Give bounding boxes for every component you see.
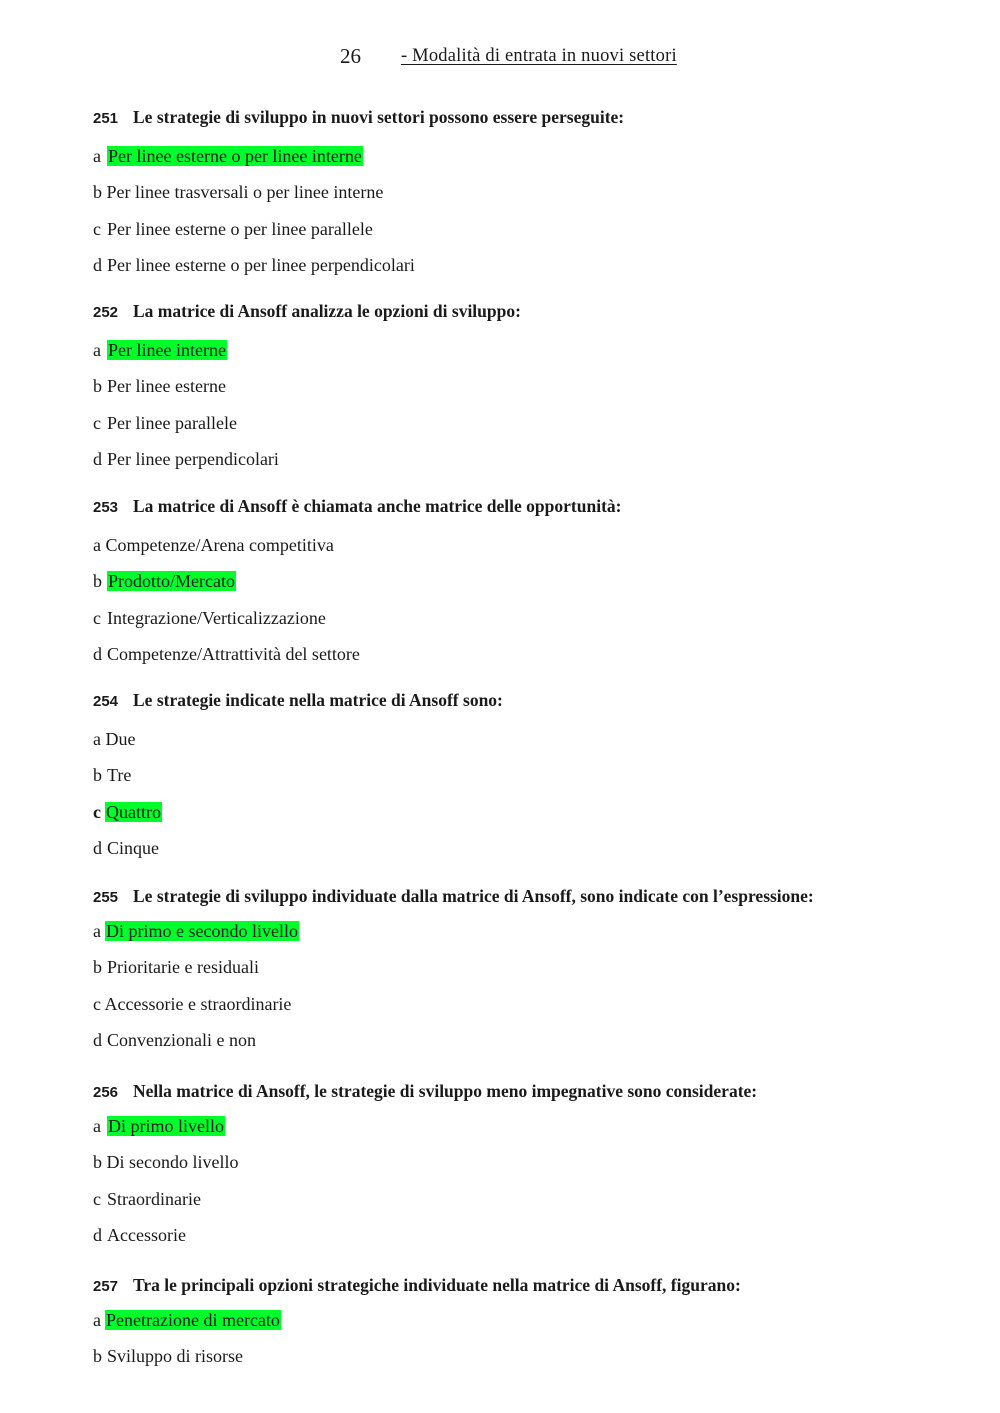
answer-text: Per linee perpendicolari: [107, 448, 279, 469]
answer-letter: b: [93, 571, 102, 592]
answer-letter: b: [93, 182, 102, 203]
answer-text: Competenze/Arena competitiva: [105, 535, 334, 555]
question-heading: [93, 1274, 973, 1296]
answer-text-correct: Prodotto/Mercato: [108, 571, 235, 592]
answer-option[interactable]: [93, 798, 973, 834]
answer-text-correct: Di primo livello: [108, 1116, 224, 1136]
answer-text: Prioritarie e residuali: [107, 957, 259, 978]
answer-option[interactable]: [93, 1026, 973, 1062]
answer-option[interactable]: [93, 761, 973, 797]
answer-option[interactable]: [93, 409, 973, 445]
answer-option[interactable]: [93, 604, 973, 640]
question-text: Nella matrice di Ansoff, le strategie di sviluppo meno impegnative sono considerate:: [133, 1081, 758, 1101]
answer-text: Per linee trasversali o per linee interne: [106, 182, 384, 203]
answer-text: Straordinarie: [107, 1188, 201, 1209]
question-text: Tra le principali opzioni strategiche individuate nella matrice di Ansoff, figurano:: [133, 1275, 741, 1295]
answer-option[interactable]: [93, 1221, 973, 1257]
answer-letter: c: [93, 1188, 101, 1209]
answer-letter: a: [93, 921, 101, 941]
answer-letter: b: [93, 1346, 102, 1367]
answer-text: Di secondo livello: [106, 1152, 239, 1173]
answer-text-correct: Per linee interne: [108, 340, 226, 360]
answer-option[interactable]: [93, 640, 973, 676]
answer-text: Cinque: [107, 837, 159, 858]
answer-letter: c: [93, 993, 101, 1014]
answer-letter: a: [93, 146, 101, 166]
answer-text-correct: Penetrazione di mercato: [106, 1310, 280, 1330]
answer-letter: d: [93, 1224, 102, 1245]
answer-option[interactable]: [93, 567, 973, 603]
question-text: Le strategie di sviluppo in nuovi settori possono essere perseguite:: [133, 107, 625, 127]
answer-text: Competenze/Attrattività del settore: [107, 643, 360, 664]
question-257: [93, 1274, 973, 1379]
question-255: [93, 885, 973, 1062]
answer-text: Due: [105, 729, 136, 749]
answer-option[interactable]: [93, 142, 973, 178]
question-254: [93, 689, 973, 870]
answer-option[interactable]: [93, 531, 973, 567]
answer-letter: d: [93, 837, 102, 858]
answer-text: Integrazione/Verticalizzazione: [107, 607, 326, 628]
answer-letter: c: [93, 607, 101, 628]
answer-letter: b: [93, 1152, 102, 1173]
answer-text: Per linee esterne: [107, 376, 226, 397]
question-text: La matrice di Ansoff è chiamata anche matrice delle opportunità:: [133, 496, 622, 516]
question-number: 253: [93, 499, 119, 516]
question-heading: [93, 300, 973, 322]
answer-letter: d: [93, 1029, 102, 1050]
answer-text: Accessorie e straordinarie: [104, 993, 292, 1014]
question-text: Le strategie indicate nella matrice di Ansoff sono:: [133, 690, 503, 710]
answer-option[interactable]: [93, 990, 973, 1026]
answer-letter: b: [93, 376, 102, 397]
answer-option[interactable]: [93, 725, 973, 761]
answer-option[interactable]: [93, 1306, 973, 1342]
answer-letter: a: [93, 729, 101, 749]
question-heading: [93, 106, 973, 128]
question-heading: [93, 495, 973, 517]
question-number: 252: [93, 304, 119, 321]
answer-option[interactable]: [93, 1148, 973, 1184]
answer-letter: a: [93, 535, 101, 555]
question-256: [93, 1080, 973, 1257]
question-number: 251: [93, 110, 119, 127]
answer-option[interactable]: [93, 953, 973, 989]
answer-text-correct: Per linee esterne o per linee interne: [108, 146, 362, 166]
question-heading: [93, 1080, 973, 1102]
answer-text-correct: Quattro: [106, 801, 161, 822]
answer-letter: b: [93, 765, 102, 786]
answer-text: Sviluppo di risorse: [107, 1346, 244, 1367]
question-text: La matrice di Ansoff analizza le opzioni di sviluppo:: [133, 301, 521, 321]
answer-text: Per linee esterne o per linee perpendicolari: [107, 254, 415, 275]
answer-letter: c: [93, 412, 101, 433]
answer-option[interactable]: [93, 1342, 973, 1378]
question-number: 257: [93, 1278, 119, 1295]
answer-letter: d: [93, 254, 102, 275]
answer-letter: c: [93, 218, 101, 239]
answer-option[interactable]: [93, 336, 973, 372]
answer-letter: a: [93, 340, 101, 360]
page-header: [0, 44, 1000, 72]
answer-option[interactable]: [93, 917, 973, 953]
answer-text: Per linee esterne o per linee parallele: [107, 218, 373, 239]
question-number: 256: [93, 1084, 119, 1101]
question-number: 255: [93, 889, 119, 906]
answer-text: Accessorie: [107, 1224, 186, 1245]
answer-letter: c: [93, 801, 101, 822]
answer-option[interactable]: [93, 251, 973, 287]
question-252: [93, 300, 973, 481]
answer-option[interactable]: [93, 445, 973, 481]
answer-option[interactable]: [93, 372, 973, 408]
answer-text: Per linee parallele: [107, 412, 237, 433]
answer-option[interactable]: [93, 1185, 973, 1221]
answer-letter: a: [93, 1116, 101, 1136]
question-heading: [93, 885, 973, 907]
question-text: Le strategie di sviluppo individuate dalla matrice di Ansoff, sono indicate con l’espressione:: [133, 886, 814, 906]
answer-letter: b: [93, 957, 102, 978]
answer-option[interactable]: [93, 178, 973, 214]
answer-option[interactable]: [93, 215, 973, 251]
page-number: 26: [340, 44, 361, 68]
answer-option[interactable]: [93, 834, 973, 870]
question-number: 254: [93, 693, 119, 710]
question-251: [93, 106, 973, 287]
question-heading: [93, 689, 973, 711]
answer-letter: d: [93, 643, 102, 664]
answer-text: Tre: [107, 765, 132, 786]
answer-letter: d: [93, 448, 102, 469]
answer-letter: a: [93, 1310, 101, 1330]
chapter-title: - Modalità di entrata in nuovi settori: [401, 46, 677, 66]
answer-text-correct: Di primo e secondo livello: [106, 921, 298, 941]
answer-option[interactable]: [93, 1112, 973, 1148]
question-253: [93, 495, 973, 676]
answer-text: Convenzionali e non: [107, 1029, 256, 1050]
